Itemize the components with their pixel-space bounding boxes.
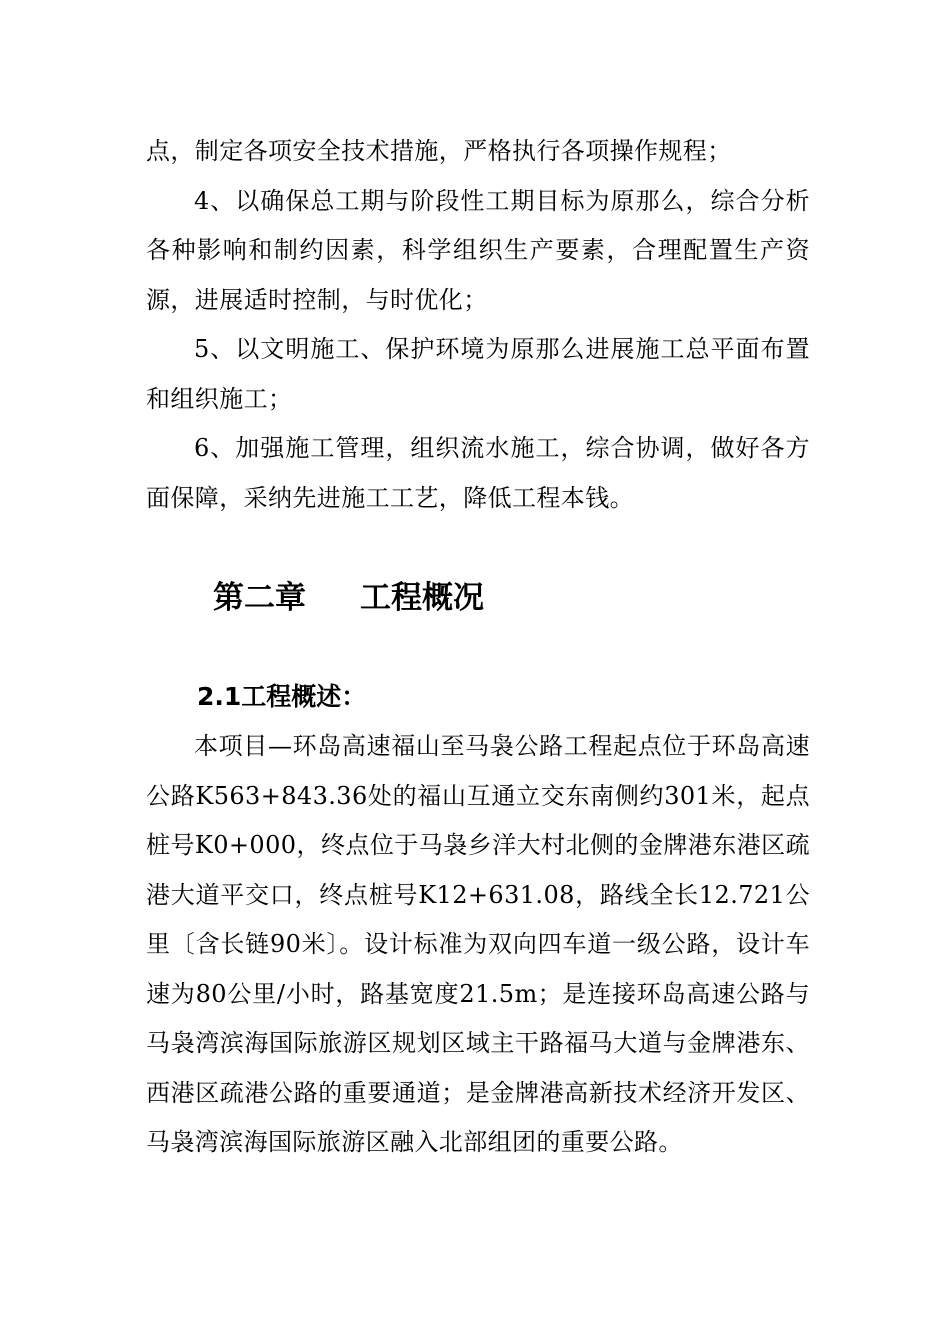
chapter-number: 第二章 <box>213 580 306 616</box>
paragraph-continuation: 点，制定各项安全技术措施，严格执行各项操作规程； <box>146 137 732 165</box>
paragraph-item-6: 6、加强施工管理，组织流水施工，综合协调，做好各方面保障，采纳先进施工工艺，降低工程本钱。 <box>146 434 810 512</box>
intro-section <box>146 127 810 523</box>
section-heading: 2.1工程概述： <box>197 682 367 711</box>
project-overview-paragraph: 本项目—环岛高速福山至马袅公路工程起点位于环岛高速公路K563+843.36处的福山互通立交东南侧约301米，起点桩号K0+000，终点位于马袅乡洋大村北侧的金牌港东港区疏港大道平交口，终点桩号K12+631.08，路线全长12.721公里〔含长链90米〕。设计标准为双向四车道一级公路，设计车速为80公里/小时，路基宽度21.5m；是连接环岛高速公路与马袅湾滨海国际旅游区规划区域主干路福马大道与金牌港东、西港区疏港公路的重要通道；是金牌港高新技术经济开发区、马袅湾滨海国际旅游区融入北部组团的重要公路。 <box>146 732 810 1156</box>
paragraph-item-5: 5、以文明施工、保护环境为原那么进展施工总平面布置和组织施工； <box>146 335 810 413</box>
chapter-title-text: 工程概况 <box>360 580 484 616</box>
section-body <box>146 722 810 1168</box>
chapter-heading <box>213 574 484 622</box>
paragraph-item-4: 4、以确保总工期与阶段性工期目标为原那么，综合分析各种影响和制约因素，科学组织生产要素，合理配置生产资源，进展适时控制，与时优化； <box>146 186 810 314</box>
